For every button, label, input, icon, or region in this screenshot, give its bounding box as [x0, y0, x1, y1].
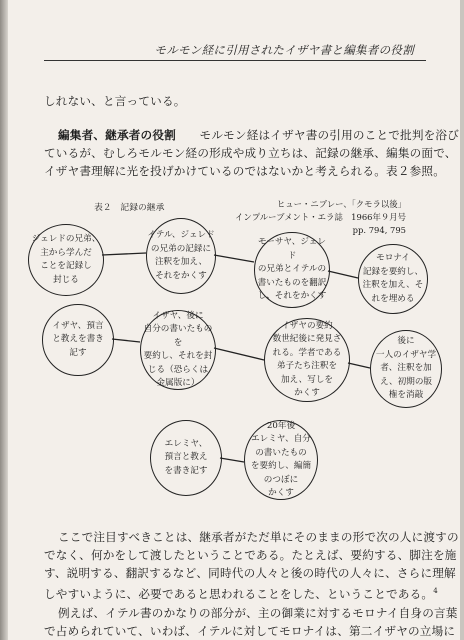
- paragraph-text: モルモン経はイザヤ書の引用のことで批判を浴び: [199, 128, 460, 142]
- paragraph-inheritor-line1: ここで注目すべきことは、継承者がただ単にそのままの形で次の人に渡すの: [58, 530, 459, 544]
- node-mosiah: [254, 232, 330, 308]
- node-isaiah-writes: [42, 304, 114, 376]
- paragraph-inheritor-line3: す、説明する、翻訳するなど、同時代の人々と後の時代の人々に、さらに理解: [44, 566, 456, 580]
- connector-line: [348, 363, 370, 368]
- paragraph-continued: しれない、と言っている。: [44, 94, 186, 108]
- page-binding-shadow: [0, 0, 8, 640]
- node-text: モーサヤ、ジェレド の兄弟とイテルの 書いたものを翻訳 し、それをかくす: [257, 237, 327, 302]
- paragraph-editor-role-line3: イザヤ書理解に光を投げかけているのではないかと考えられる。表２参照。: [44, 164, 445, 178]
- table-caption: 表２ 記録の継承: [94, 203, 165, 213]
- footnote-ref: 4: [433, 587, 438, 595]
- node-jared-brother: [28, 224, 104, 296]
- node-text: エレミヤ、 預言と教え を書き記す: [164, 438, 208, 476]
- node-text: 後に 一人のイザヤ学 者、注釈を加 え、初期の版 権を消敲: [375, 336, 437, 401]
- node-text: イザヤの要約 数世紀後に発見さ れる。学者である 弟子たち注釈を 加え、写しを かくす: [272, 320, 342, 398]
- paragraph-inheritor-line2: でなく、何かをして渡したということである。たとえば、要約する、脚注を施: [44, 548, 457, 562]
- node-moroni: [358, 244, 428, 314]
- node-text: イテル、ジェレド の兄弟の記録に 注釈を加え、 それをかくす: [147, 230, 215, 281]
- node-isaiah-abridges: [140, 310, 216, 390]
- node-ether: [146, 218, 216, 294]
- connector-line: [220, 458, 244, 462]
- node-jeremiah-abridges: [244, 420, 318, 500]
- source-pages: pp. 794, 795: [352, 225, 406, 235]
- paragraph-text: しやすいように、必要であると思われることをした、ということである。: [44, 586, 434, 601]
- paragraph-example-line1: 例えば、イテル書のかなりの部分が、主の御業に対するモロナイ自身の言葉: [58, 606, 458, 620]
- node-text: イザヤ、預言 と教えを書き 記す: [52, 320, 104, 358]
- node-isaiah-abridgment-found: [264, 318, 350, 402]
- paragraph-inheritor-line4: [44, 582, 438, 603]
- paragraph-example-line2: で占められていて、いわば、イテルに対してモロナイは、第二イザヤの立場に: [44, 624, 456, 638]
- connector-line: [214, 255, 254, 262]
- node-later-isaiah-scholar: [370, 330, 442, 408]
- connector-line: [112, 339, 140, 342]
- section-heading-editor-role: 編集者、継承者の役割: [58, 128, 176, 142]
- connector-line: [102, 253, 146, 255]
- source-publication: インプルーブメント・エラ誌 1966年９月号: [235, 212, 406, 222]
- node-text: イザヤ、後に 自分の書いたものを 要約し、それを封 じる（恐らくは 金属版に）: [143, 310, 213, 388]
- paragraph-editor-role-line2: ているが、むしろモルモン経の形成や成り立ちは、記録の継承、編集の面で、: [44, 146, 457, 160]
- source-author: ヒュー・ニブレー、「クモラ以後」: [276, 199, 406, 209]
- connector-line: [328, 271, 358, 278]
- node-jeremiah-writes: [150, 420, 222, 496]
- document-page: [8, 0, 460, 640]
- connector-line: [214, 348, 264, 360]
- node-text: ジェレドの兄弟、 主から学んだ ことを記録し 封じる: [31, 234, 101, 285]
- node-text: モロナイ 記録を要約し、 注釈を加え、そ れを埋める: [362, 253, 424, 304]
- running-head: モルモン経に引用されたイザヤ書と編集者の役割: [154, 43, 414, 57]
- node-text: 20年後 エレミヤ、自分 の書いたもの を要約し、編簡 のつぼに かくす: [250, 420, 312, 498]
